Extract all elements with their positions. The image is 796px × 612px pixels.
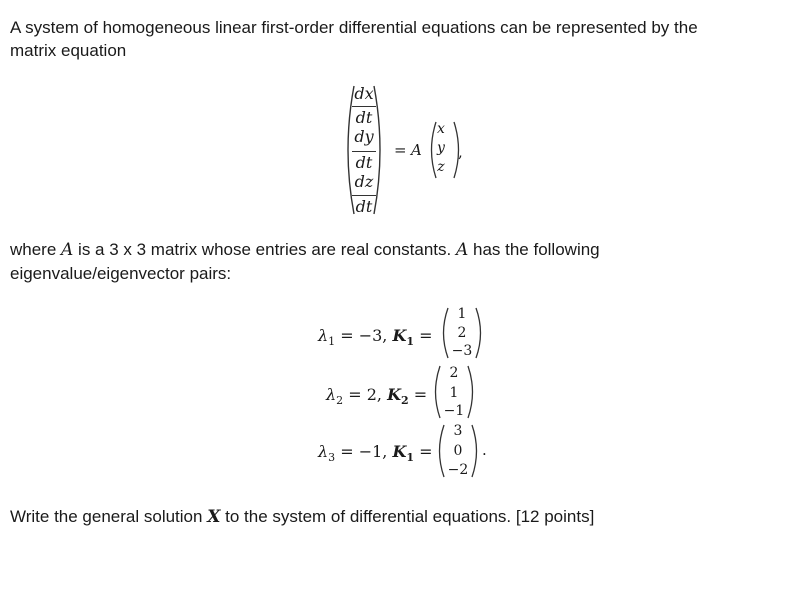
vector-entry: 2: [449, 365, 459, 381]
where-line-2: eigenvalue/eigenvector pairs:: [10, 264, 232, 283]
fraction-bar: [352, 151, 376, 152]
matrix-a-symbol: A: [455, 240, 469, 260]
lambda-symbol: λ: [326, 385, 337, 404]
vector-entry: 0: [453, 443, 463, 459]
fraction-bar: [352, 106, 376, 107]
k-subscript: 2: [400, 394, 409, 408]
eigenpair-3-label: [318, 442, 433, 464]
question-text: Write the general solution: [10, 507, 208, 526]
matrix-a-symbol: A: [411, 141, 422, 159]
equals-sign: =: [414, 442, 433, 461]
intro-paragraph: [10, 16, 780, 62]
eigenvalue: = −3,: [335, 326, 393, 345]
k-symbol: K: [387, 385, 401, 404]
lhs-dt: dt: [355, 153, 373, 172]
vector-entry: 1: [457, 306, 467, 322]
lambda-subscript: 1: [328, 335, 336, 349]
equation-comma: ,: [458, 143, 463, 161]
lambda-subscript: 3: [328, 451, 336, 465]
vector-entry: 2: [457, 325, 467, 341]
eigenpair-trailing: .: [482, 441, 487, 459]
eigenvalue: = −1,: [335, 442, 393, 461]
where-text: where: [10, 240, 62, 259]
rhs-y: y: [437, 140, 445, 156]
k-symbol: K: [392, 326, 407, 345]
eigenpair-1-label: [318, 326, 433, 348]
rhs-z: z: [437, 159, 445, 175]
where-text: has the following: [468, 240, 600, 259]
vector-entry: −1: [443, 403, 465, 419]
equals-sign: =: [394, 141, 407, 159]
lambda-symbol: λ: [318, 442, 329, 461]
equals-sign: =: [414, 326, 433, 345]
where-line-1: [10, 238, 780, 262]
k-subscript: 1: [406, 451, 415, 465]
lhs-dz: dz: [354, 172, 374, 191]
lambda-symbol: λ: [318, 326, 329, 345]
where-text: is a 3 x 3 matrix whose entries are real constants.: [73, 240, 456, 259]
eigenpair-2-label: [326, 385, 427, 407]
k-symbol: K: [392, 442, 407, 461]
lhs-dt: dt: [355, 108, 373, 127]
vector-entry: −2: [447, 462, 469, 478]
equals-sign: =: [408, 385, 428, 404]
rhs-x: x: [437, 121, 445, 137]
lhs-dy: dy: [354, 127, 374, 146]
question-paragraph: [10, 505, 780, 529]
vector-entry: 3: [453, 423, 463, 439]
solution-symbol: X: [207, 507, 221, 527]
lhs-dx: dx: [354, 84, 374, 103]
lhs-dt: dt: [355, 197, 373, 216]
question-text: to the system of differential equations. [12 points]: [220, 507, 595, 526]
lambda-subscript: 2: [336, 394, 344, 408]
fraction-bar: [352, 195, 376, 196]
where-paragraph: [10, 238, 780, 285]
intro-line-2: matrix equation: [10, 41, 127, 60]
intro-line-1: A system of homogeneous linear first-order differential equations can be represented by the: [10, 18, 698, 37]
vector-entry: 1: [449, 385, 459, 401]
matrix-a-symbol: A: [61, 240, 74, 260]
vector-entry: −3: [451, 343, 473, 359]
eigenvalue: = 2,: [343, 385, 388, 404]
k-subscript: 1: [406, 335, 415, 349]
